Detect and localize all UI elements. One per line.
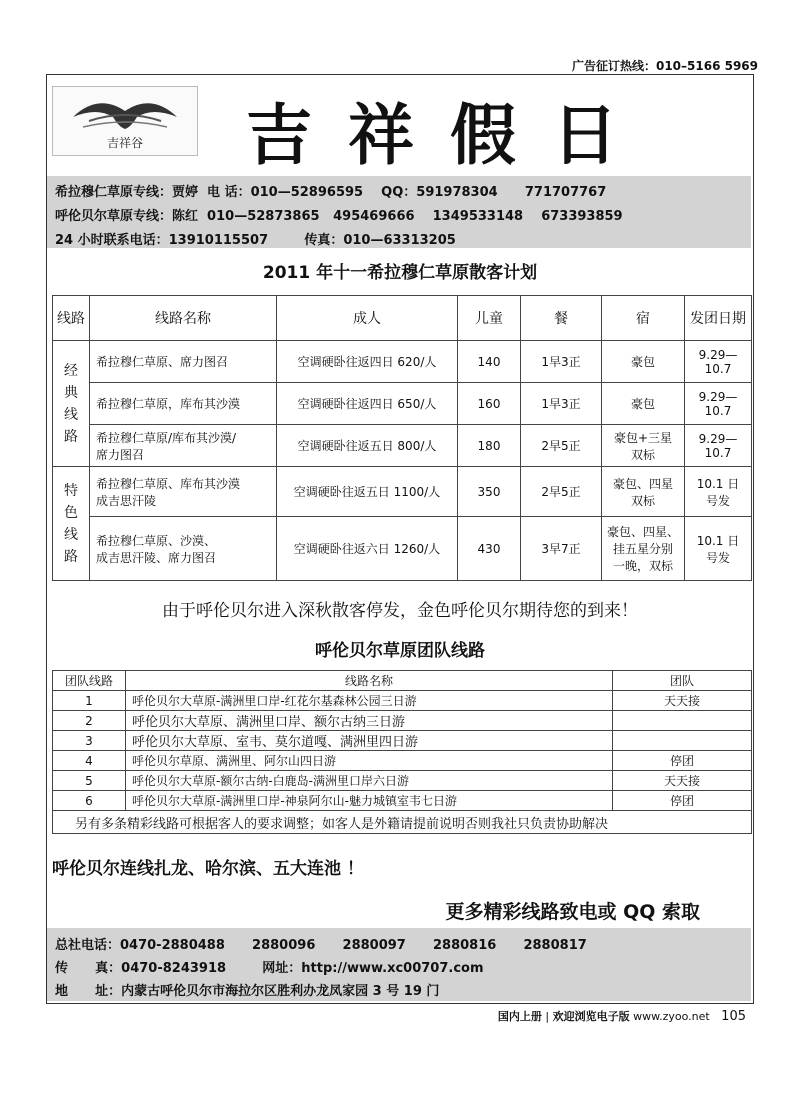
logo-text: 吉祥谷 [106, 136, 143, 150]
table-row [53, 467, 752, 517]
route-no: 3 [53, 731, 126, 751]
adult-price: 空调硬卧往返五日 1100/人 [277, 467, 458, 517]
route-no: 4 [53, 751, 126, 771]
route-name: 呼伦贝尔大草原-满洲里口岸-红花尔基森林公园三日游 [126, 691, 613, 711]
footer-slogan: 欢迎浏览电子版 [552, 1010, 630, 1023]
header-route-name: 线路名称 [126, 671, 613, 691]
route-note: 另有多条精彩线路可根据客人的要求调整；如客人是外籍请提前说明否则我社只负责协助解决 [53, 811, 752, 834]
depart-date: 10.1 日 号发 [685, 467, 752, 517]
grassland-schedule-table [52, 295, 752, 581]
contact-line: 呼伦贝尔草原专线：陈红 010—52873865 495469666 1349533148 673393859 [55, 209, 623, 224]
company-logo [52, 86, 198, 156]
group-status: 停团 [613, 791, 752, 811]
header-meal: 餐 [521, 296, 602, 341]
contact-banner [47, 176, 751, 248]
stay: 豪包、四星 双标 [602, 467, 685, 517]
meal: 2早5正 [521, 467, 602, 517]
depart-date: 9.29— 10.7 [685, 341, 752, 383]
route-name: 呼伦贝尔草原、满洲里、阿尔山四日游 [126, 751, 613, 771]
route-no: 6 [53, 791, 126, 811]
depart-date: 10.1 日 号发 [685, 517, 752, 581]
category-classic: 经 典 线 路 [53, 341, 90, 467]
header-stay: 宿 [602, 296, 685, 341]
route-name: 希拉穆仁草原、库布其沙漠 成吉思汗陵 [90, 467, 277, 517]
group-status [613, 731, 752, 751]
table-row [53, 341, 752, 383]
table-row [53, 691, 752, 711]
page-footer [498, 1008, 746, 1024]
meal: 1早3正 [521, 383, 602, 425]
adult-price: 空调硬卧往返四日 650/人 [277, 383, 458, 425]
footer-address: 地 址：内蒙古呼伦贝尔市海拉尔区胜利办龙凤家园 3 号 19 门 [55, 984, 440, 999]
group-status: 天天接 [613, 771, 752, 791]
stay: 豪包+三星 双标 [602, 425, 685, 467]
meal: 3早7正 [521, 517, 602, 581]
table-row [53, 425, 752, 467]
stay: 豪包 [602, 341, 685, 383]
autumn-notice: 由于呼伦贝尔进入深秋散客停发，金色呼伦贝尔期待您的到来！ [162, 601, 638, 621]
route-name: 希拉穆仁草原、沙漠、 成吉思汗陵、席力图召 [90, 517, 277, 581]
qq-promo: 更多精彩线路致电或 QQ 索取 [445, 901, 700, 923]
table-row [53, 517, 752, 581]
group-routes-table [52, 670, 752, 834]
meal: 1早3正 [521, 341, 602, 383]
table-row [53, 383, 752, 425]
stay: 豪包、四星、 挂五星分别 一晚，双标 [602, 517, 685, 581]
category-special: 特 色 线 路 [53, 467, 90, 581]
footer-url: www.zyoo.net [633, 1010, 710, 1023]
footer-contact [47, 928, 751, 1001]
page-title: 吉祥假日 [246, 97, 654, 174]
route-name: 希拉穆仁草原、席力图召 [90, 341, 277, 383]
footer-phone: 总社电话：0470-2880488 2880096 2880097 2880816 2880817 [55, 938, 587, 953]
route-name: 希拉穆仁草原，库布其沙漠 [90, 383, 277, 425]
child-price: 160 [458, 383, 521, 425]
route-name: 呼伦贝尔大草原、室韦、莫尔道嘎、满洲里四日游 [126, 731, 613, 751]
adult-price: 空调硬卧往返六日 1260/人 [277, 517, 458, 581]
route-name: 呼伦贝尔大草原-额尔古纳-白鹿岛-满洲里口岸六日游 [126, 771, 613, 791]
group-status: 停团 [613, 751, 752, 771]
page-number: 105 [721, 1009, 746, 1024]
ad-hotline: 广告征订热线：010–5166 5969 [571, 59, 758, 73]
table-header-row [53, 671, 752, 691]
depart-date: 9.29— 10.7 [685, 425, 752, 467]
connect-promo: 呼伦贝尔连线扎龙、哈尔滨、五大连池 ！ [52, 859, 364, 879]
route-name: 呼伦贝尔大草原、满洲里口岸、额尔古纳三日游 [126, 711, 613, 731]
depart-date: 9.29— 10.7 [685, 383, 752, 425]
child-price: 140 [458, 341, 521, 383]
route-name: 呼伦贝尔大草原-满洲里口岸-神泉阿尔山-魅力城镇室韦七日游 [126, 791, 613, 811]
contact-line: 24 小时联系电话：13910115507 传真：010—63313205 [55, 233, 456, 248]
contact-line: 希拉穆仁草原专线：贾婷 电 话：010—52896595 QQ：591978304 771707767 [55, 185, 607, 200]
footer-section: 国内上册 [497, 1010, 542, 1023]
section-title-grassland: 2011 年十一希拉穆仁草原散客计划 [262, 263, 538, 283]
header-date: 发团日期 [685, 296, 752, 341]
child-price: 180 [458, 425, 521, 467]
tree-logo-icon [53, 87, 197, 137]
route-name: 希拉穆仁草原/库布其沙漠/ 席力图召 [90, 425, 277, 467]
header-group-no: 团队线路 [53, 671, 126, 691]
stay: 豪包 [602, 383, 685, 425]
table-note-row [53, 811, 752, 834]
header-adult: 成人 [277, 296, 458, 341]
header-route-name: 线路名称 [90, 296, 277, 341]
group-status: 天天接 [613, 691, 752, 711]
table-row [53, 731, 752, 751]
meal: 2早5正 [521, 425, 602, 467]
adult-price: 空调硬卧往返四日 620/人 [277, 341, 458, 383]
header-child: 儿童 [458, 296, 521, 341]
child-price: 350 [458, 467, 521, 517]
header-route-cat: 线路 [53, 296, 90, 341]
group-status [613, 711, 752, 731]
header-group-status: 团队 [613, 671, 752, 691]
section-title-hulunbuir: 呼伦贝尔草原团队线路 [315, 641, 485, 661]
child-price: 430 [458, 517, 521, 581]
footer-fax-web: 传 真：0470-8243918 网址：http://www.xc00707.com [55, 961, 484, 976]
table-row [53, 791, 752, 811]
route-no: 5 [53, 771, 126, 791]
table-header-row [53, 296, 752, 341]
adult-price: 空调硬卧往返五日 800/人 [277, 425, 458, 467]
table-row [53, 711, 752, 731]
footer-divider: | [545, 1010, 553, 1023]
route-no: 2 [53, 711, 126, 731]
table-row [53, 751, 752, 771]
route-no: 1 [53, 691, 126, 711]
table-row [53, 771, 752, 791]
